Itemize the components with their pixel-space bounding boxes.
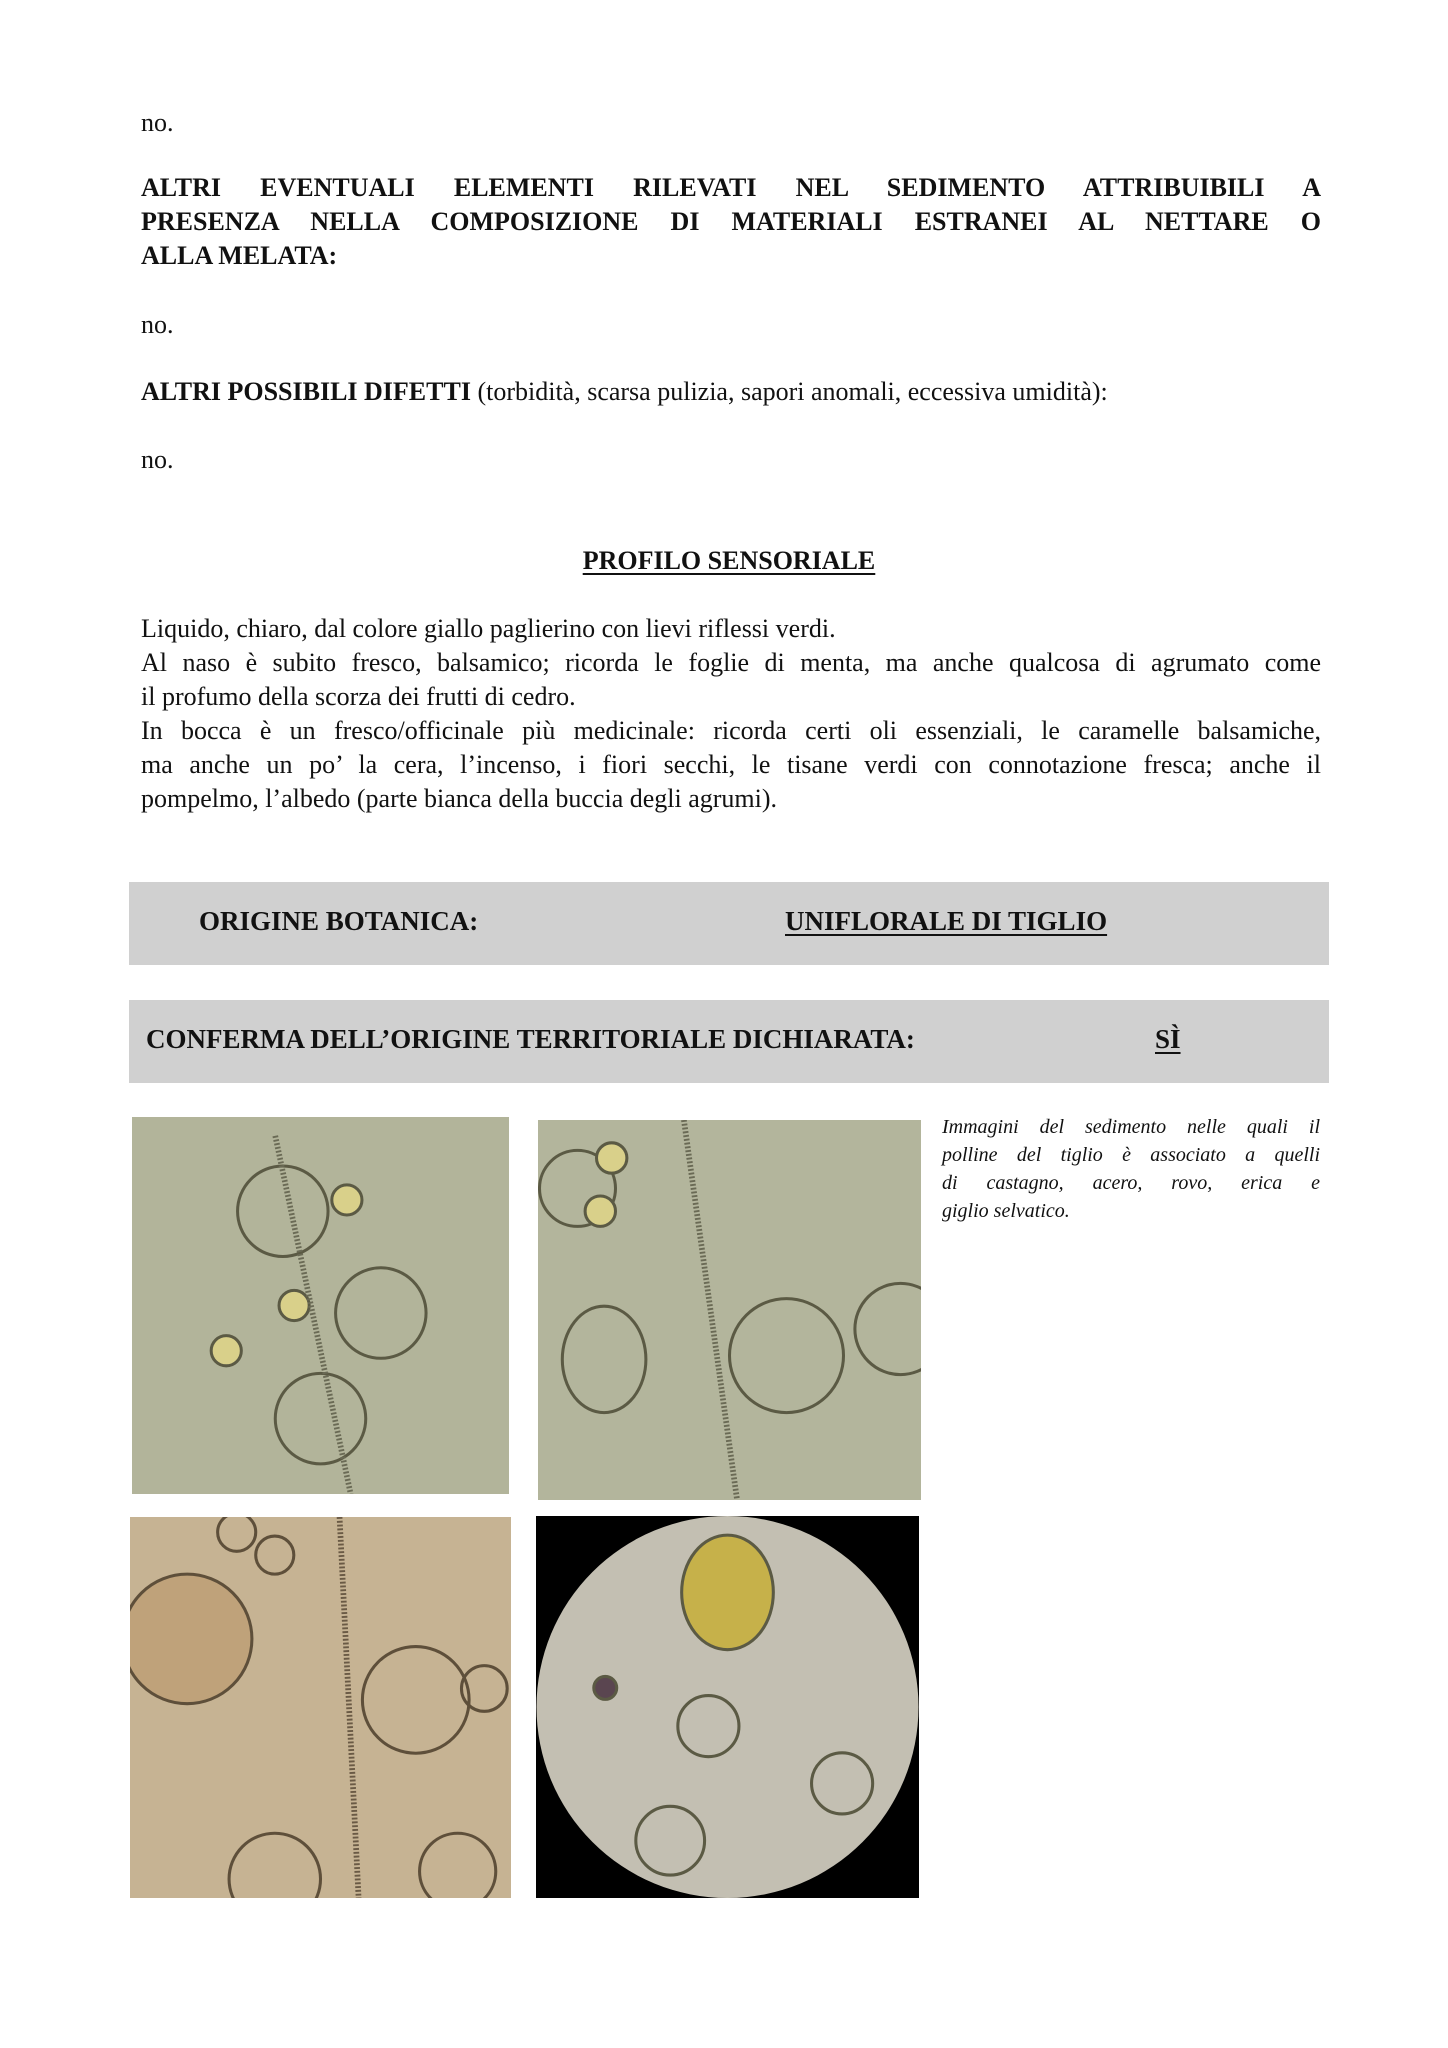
defects-heading-rest: (torbidità, scarsa pulizia, sapori anomali, eccessiva umidità):	[470, 377, 1108, 406]
sediment-image-4	[536, 1516, 919, 1898]
caption-line: giglio selvatico.	[942, 1200, 1070, 1222]
heading-line: ALLA MELATA:	[141, 241, 338, 270]
defects-heading-bold: ALTRI POSSIBILI DIFETTI	[141, 377, 471, 406]
image-caption	[942, 1113, 1320, 1225]
botanical-origin-box	[129, 882, 1329, 965]
answer-no-1: no.	[141, 108, 174, 137]
answer-no-2: no.	[141, 310, 174, 339]
sediment-image-1	[132, 1117, 509, 1494]
sensory-line: pompelmo, l’albedo (parte bianca della buccia degli agrumi).	[141, 784, 778, 813]
caption-line: di castagno, acero, rovo, erica e	[942, 1172, 1320, 1194]
sediment-image-3	[130, 1517, 511, 1898]
sensory-profile-title: PROFILO SENSORIALE	[582, 546, 876, 575]
sensory-line: In bocca è un fresco/officinale più medicinale: ricorda certi oli essenziali, le caramelle balsamiche,	[141, 716, 1321, 745]
sediment-image-2	[538, 1120, 921, 1500]
caption-line: polline del tiglio è associato a quelli	[942, 1144, 1320, 1166]
botanical-origin-label: ORIGINE BOTANICA:	[199, 906, 479, 936]
territorial-origin-label: CONFERMA DELL’ORIGINE TERRITORIALE DICHIARATA:	[146, 1024, 915, 1054]
sensory-line: Liquido, chiaro, dal colore giallo paglierino con lievi riflessi verdi.	[141, 614, 836, 643]
sensory-line: ma anche un po’ la cera, l’incenso, i fiori secchi, le tisane verdi con connotazione fresca; anche il	[141, 750, 1321, 779]
foreign-materials-heading	[141, 171, 1321, 273]
caption-line: Immagini del sedimento nelle quali il	[942, 1116, 1320, 1138]
sensory-line: il profumo della scorza dei frutti di cedro.	[141, 682, 576, 711]
botanical-origin-value: UNIFLORALE DI TIGLIO	[785, 906, 1108, 936]
answer-no-3: no.	[141, 445, 174, 474]
territorial-origin-box	[129, 1000, 1329, 1083]
sensory-profile-text	[141, 612, 1321, 816]
sensory-line: Al naso è subito fresco, balsamico; ricorda le foglie di menta, ma anche qualcosa di agrumato come	[141, 648, 1321, 677]
territorial-origin-value: SÌ	[1155, 1024, 1181, 1054]
defects-heading	[141, 375, 1108, 409]
heading-line: PRESENZA NELLA COMPOSIZIONE DI MATERIALI ESTRANEI AL NETTARE O	[141, 207, 1321, 236]
heading-line: ALTRI EVENTUALI ELEMENTI RILEVATI NEL SEDIMENTO ATTRIBUIBILI A	[141, 173, 1321, 202]
